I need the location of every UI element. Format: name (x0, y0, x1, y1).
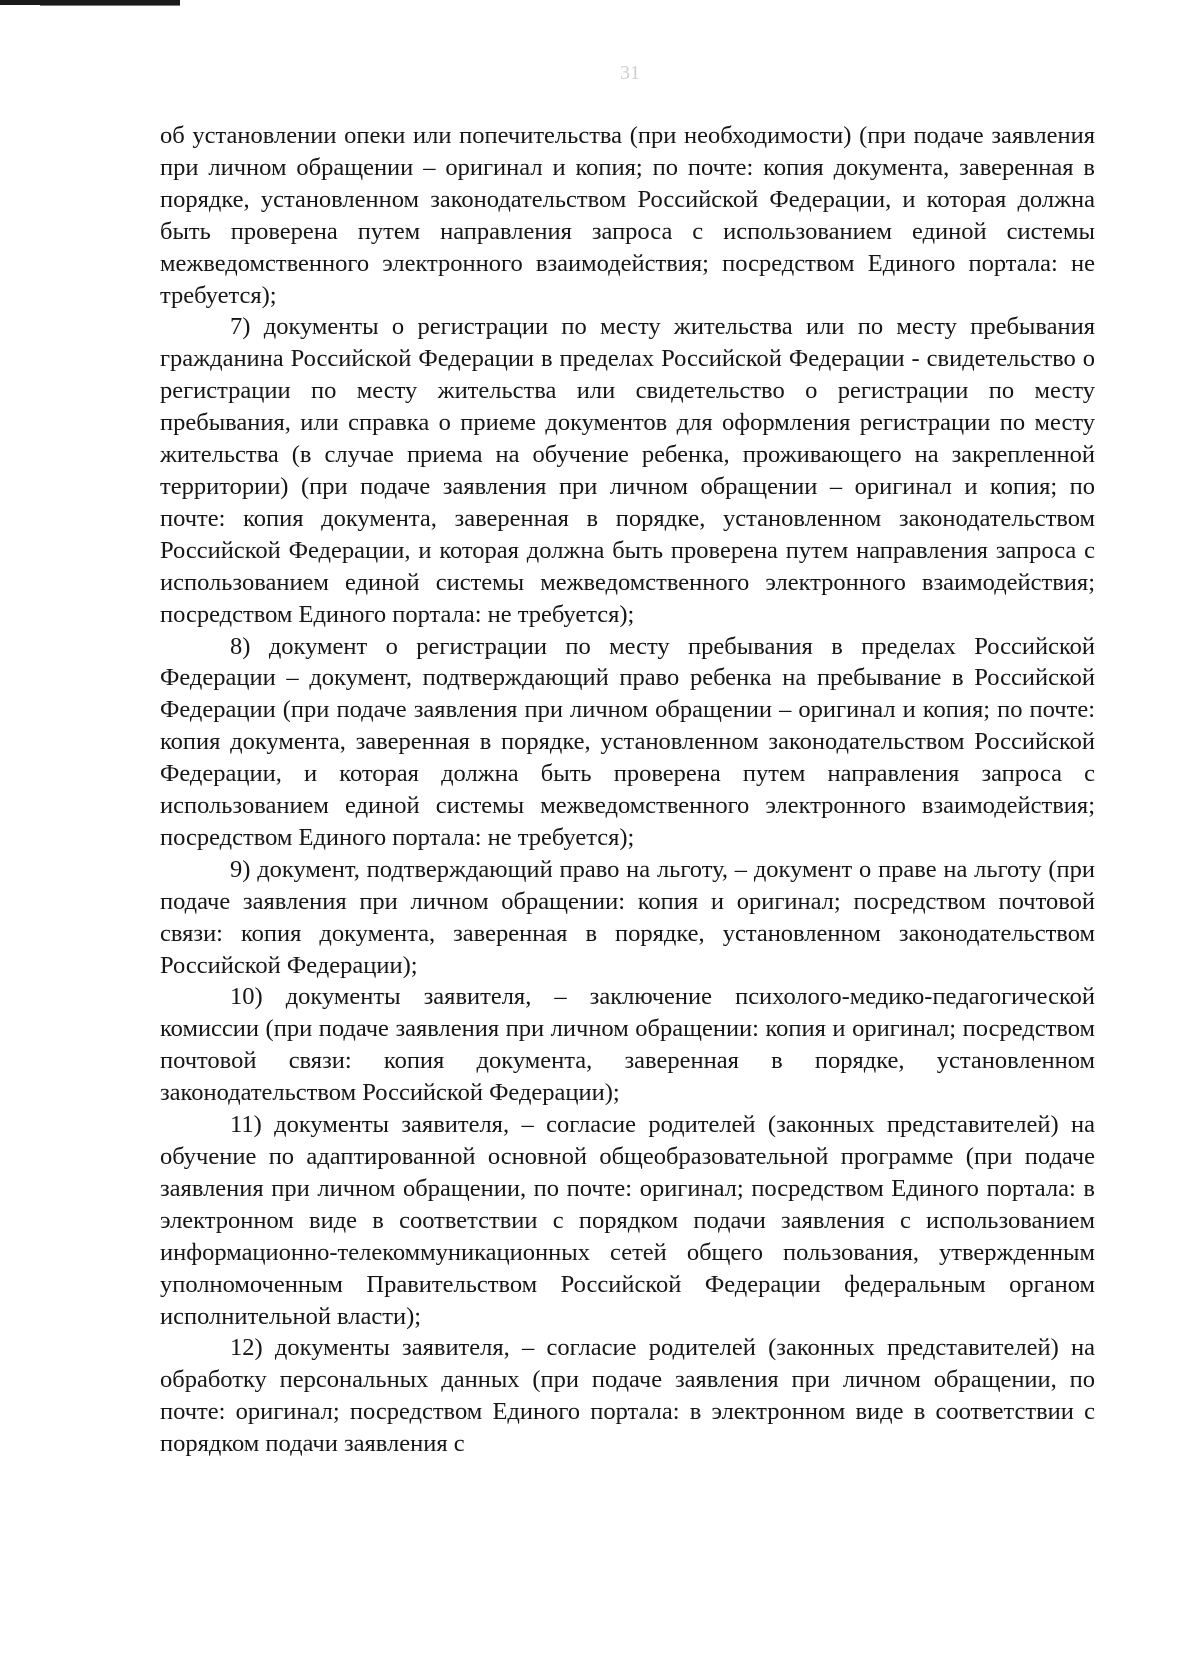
paragraph-item-8: 8) документ о регистрации по месту пребывания в пределах Российской Федерации – документ, подтверждающий право ребенка на пребывание в Российской Федерации (при подаче заявления при личном обращении – оригинал и копия; по почте: копия документа, заверенная в порядке, установленном законодательством Российской Федерации, и которая должна быть проверена путем направления запроса с использованием единой системы межведомственного электронного взаимодействия; посредством Единого портала: не требуется); (160, 632, 1095, 851)
document-body (160, 120, 1095, 1460)
paragraph-continued: об установлении опеки или попечительства (при необходимости) (при подаче заявления при личном обращении – оригинал и копия; по почте: копия документа, заверенная в порядке, установленном законодательством Российской Федерации, и которая должна быть проверена путем направления запроса с использованием единой системы межведомственного электронного взаимодействия; посредством Единого портала: не требуется); (160, 122, 1095, 309)
page-number: 31 (620, 62, 640, 84)
paragraph-item-7: 7) документы о регистрации по месту жительства или по месту пребывания гражданина Российской Федерации в пределах Российской Федерации - свидетельство о регистрации по месту жительства или свидетельство о регистрации по месту пребывания, или справка о приеме документов для оформления регистрации по месту жительства (в случае приема на обучение ребенка, проживающего на закрепленной территории) (при подаче заявления при личном обращении – оригинал и копия; по почте: копия документа, заверенная в порядке, установленном законодательством Российской Федерации, и которая должна быть проверена путем направления запроса с использованием единой системы межведомственного электронного взаимодействия; посредством Единого портала: не требуется); (160, 313, 1095, 628)
scan-edge-rule-thin (40, 5, 180, 6)
paragraph-item-11: 11) документы заявителя, – согласие родителей (законных представителей) на обучение по адаптированной основной общеобразовательной программе (при подаче заявления при личном обращении, по почте: оригинал; посредством Единого портала: в электронном виде в соответствии с порядком подачи заявления с использованием информационно-телекоммуникационных сетей общего пользования, утвержденным уполномоченным Правительством Российской Федерации федеральным органом исполнительной власти); (160, 1111, 1095, 1330)
paragraph-item-10: 10) документы заявителя, – заключение психолого-медико-педагогической комиссии (при подаче заявления при личном обращении: копия и оригинал; посредством почтовой связи: копия документа, заверенная в порядке, установленном законодательством Российской Федерации); (160, 983, 1095, 1107)
paragraph-item-12: 12) документы заявителя, – согласие родителей (законных представителей) на обработку персональных данных (при подаче заявления при личном обращении, по почте: оригинал; посредством Единого портала: в электронном виде в соответствии с порядком подачи заявления с (160, 1334, 1095, 1458)
paragraph-item-9: 9) документ, подтверждающий право на льготу, – документ о праве на льготу (при подаче заявления при личном обращении: копия и оригинал; посредством почтовой связи: копия документа, заверенная в порядке, установленном законодательством Российской Федерации); (160, 855, 1095, 979)
